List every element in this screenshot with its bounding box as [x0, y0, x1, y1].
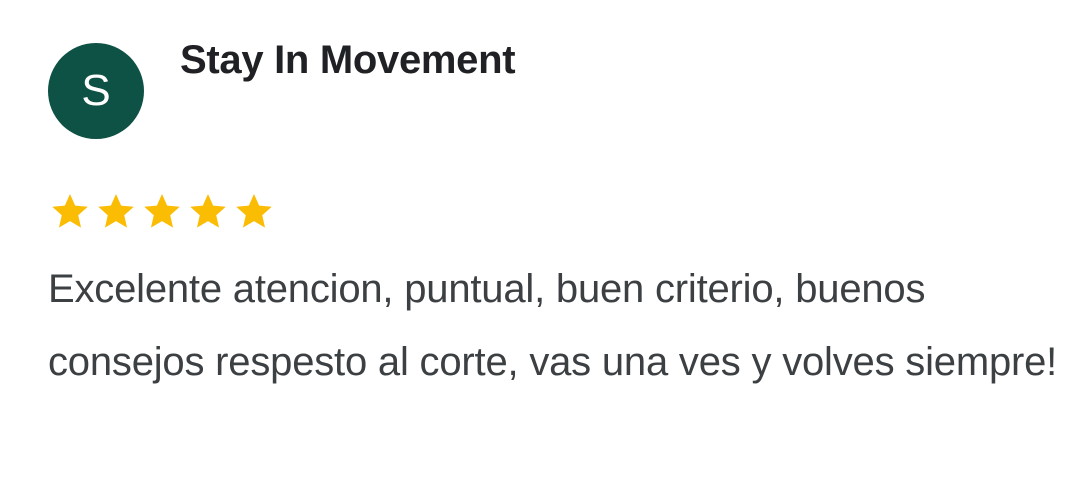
- star-icon: [186, 190, 230, 232]
- reviewer-name[interactable]: Stay In Movement: [180, 38, 516, 82]
- star-icon: [232, 190, 276, 232]
- star-rating: [48, 190, 276, 232]
- star-icon: [140, 190, 184, 232]
- star-icon: [48, 190, 92, 232]
- star-icon: [94, 190, 138, 232]
- avatar-initial: S: [81, 66, 111, 115]
- review-text: Excelente atencion, puntual, buen criterio, buenos consejos respesto al corte, vas una ves y volves siempre!: [48, 267, 1058, 384]
- avatar[interactable]: [48, 43, 144, 139]
